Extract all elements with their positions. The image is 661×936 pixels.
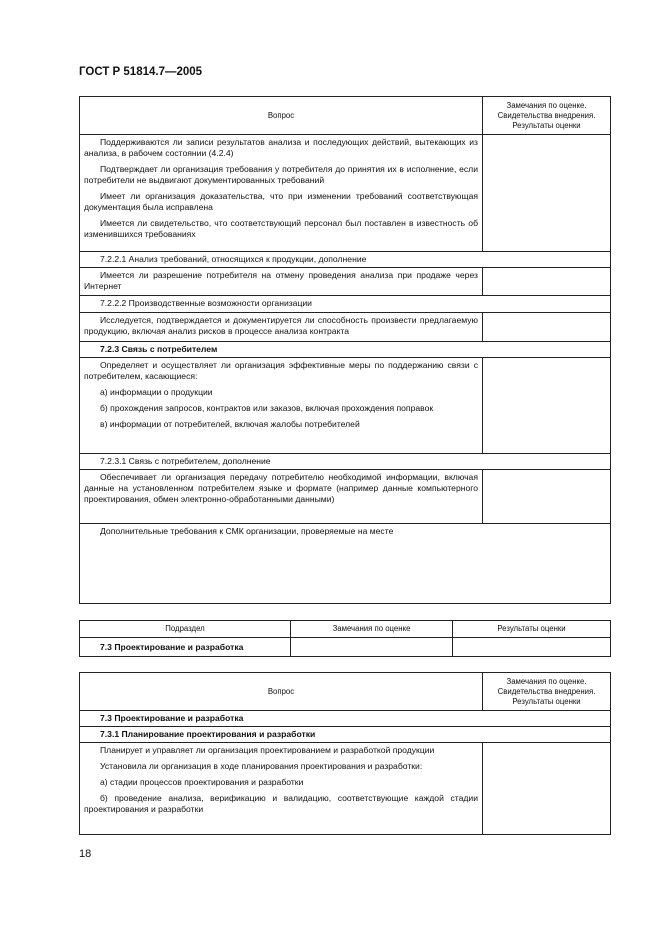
remarks-cell[interactable] [483, 358, 611, 454]
section-title: 7.3.1 Планирование проектирования и разработки [100, 729, 316, 739]
additional-requirements-text: Дополнительные требования к СМК организации, проверяемые на месте [100, 526, 394, 536]
remarks-line: Результаты оценки [512, 120, 581, 130]
question-text: Имеется ли свидетельство, что соответствующий персонал был поставлен в известность об изменившихся требованиях [84, 218, 478, 239]
question-text: Установила ли организация в ходе планирования проектирования и разработки: [100, 761, 423, 771]
question-cell [80, 743, 483, 835]
remarks-cell[interactable] [291, 638, 453, 657]
additional-requirements-cell[interactable] [80, 524, 611, 604]
subsection-summary-table [79, 620, 611, 657]
column-header-question: Вопрос [80, 97, 483, 135]
section-row [80, 252, 611, 268]
question-text: а) стадии процессов проектирования и разработки [100, 777, 304, 787]
section-title: 7.2.3.1 Связь с потребителем, дополнение [100, 456, 271, 466]
remarks-cell[interactable] [483, 470, 611, 524]
remarks-line: Свидетельства внедрения. [497, 110, 596, 120]
question-table-2 [79, 672, 611, 835]
section-title: 7.3 Проектирование и разработка [100, 713, 244, 723]
column-header-results: Результаты оценки [453, 621, 611, 638]
remarks-cell[interactable] [483, 313, 611, 342]
question-text: Подтверждает ли организация требования у потребителя до принятия их в исполнение, если потребители не выдвигают документированных требований [84, 164, 478, 185]
results-cell[interactable] [453, 638, 611, 657]
question-text: Обеспечивает ли организация передачу потребителю необходимой информации, включая данные на установленном потребителем языке и формате (например данные компьютерного проектирования, обмен электронно-обработанными данными) [84, 472, 478, 504]
question-text: б) проведение анализа, верификацию и валидацию, соответствующие каждой стадии проектирования и разработки [84, 793, 478, 814]
question-cell [80, 313, 483, 342]
question-text: а) информации о продукции [100, 387, 213, 397]
question-cell [80, 268, 483, 296]
question-text: Определяет и осуществляет ли организация эффективные меры по поддержанию связи с потребителем, касающиеся: [84, 360, 478, 381]
subsection-title: 7.3 Проектирование и разработка [100, 641, 244, 652]
question-cell [80, 470, 483, 524]
subsection-cell [80, 638, 291, 657]
section-row [80, 296, 611, 313]
section-title: 7.2.2.1 Анализ требований, относящихся к продукции, дополнение [100, 254, 367, 264]
page-number: 18 [79, 848, 92, 860]
question-text: Имеет ли организация доказательства, что при изменении требований соответствующая документация была исправлена [84, 191, 478, 212]
section-title: 7.2.3 Связь с потребителем [100, 344, 218, 354]
section-row [80, 711, 611, 727]
question-text: Поддерживаются ли записи результатов анализа и последующих действий, вытекающих из анализа, в рабочем состоянии (4.2.4) [84, 137, 478, 158]
question-text: Исследуется, подтверждается и документируется ли способность произвести предлагаемую продукцию, включая анализ рисков в процессе анализа контракта [84, 315, 478, 336]
section-title: 7.2.2.2 Производственные возможности организации [100, 298, 312, 308]
remarks-line: Замечания по оценке. [506, 676, 587, 686]
column-header-remarks [483, 97, 611, 135]
section-row [80, 727, 611, 743]
section-row [80, 454, 611, 470]
question-text: б) прохождения запросов, контрактов или заказов, включая прохождения поправок [100, 403, 434, 413]
column-header-question: Вопрос [80, 673, 483, 711]
remarks-line: Свидетельства внедрения. [497, 686, 596, 696]
column-header-remarks: Замечания по оценке [291, 621, 453, 638]
remarks-cell[interactable] [483, 268, 611, 296]
question-text: в) информации от потребителей, включая жалобы потребителей [100, 419, 360, 429]
section-row [80, 342, 611, 358]
remarks-line: Результаты оценки [512, 696, 581, 706]
question-cell [80, 358, 483, 454]
question-text: Планирует и управляет ли организация проектированием и разработкой продукции [100, 745, 435, 755]
question-table [79, 96, 611, 604]
remarks-line: Замечания по оценке. [506, 100, 587, 110]
question-text: Имеется ли разрешение потребителя на отмену проведения анализа при продаже через Интернет [84, 270, 478, 291]
question-cell [80, 135, 483, 252]
remarks-cell[interactable] [483, 743, 611, 835]
column-header-remarks [483, 673, 611, 711]
column-header-subsection: Подраздел [80, 621, 291, 638]
remarks-cell[interactable] [483, 135, 611, 252]
page-header: ГОСТ Р 51814.7—2005 [79, 66, 203, 78]
